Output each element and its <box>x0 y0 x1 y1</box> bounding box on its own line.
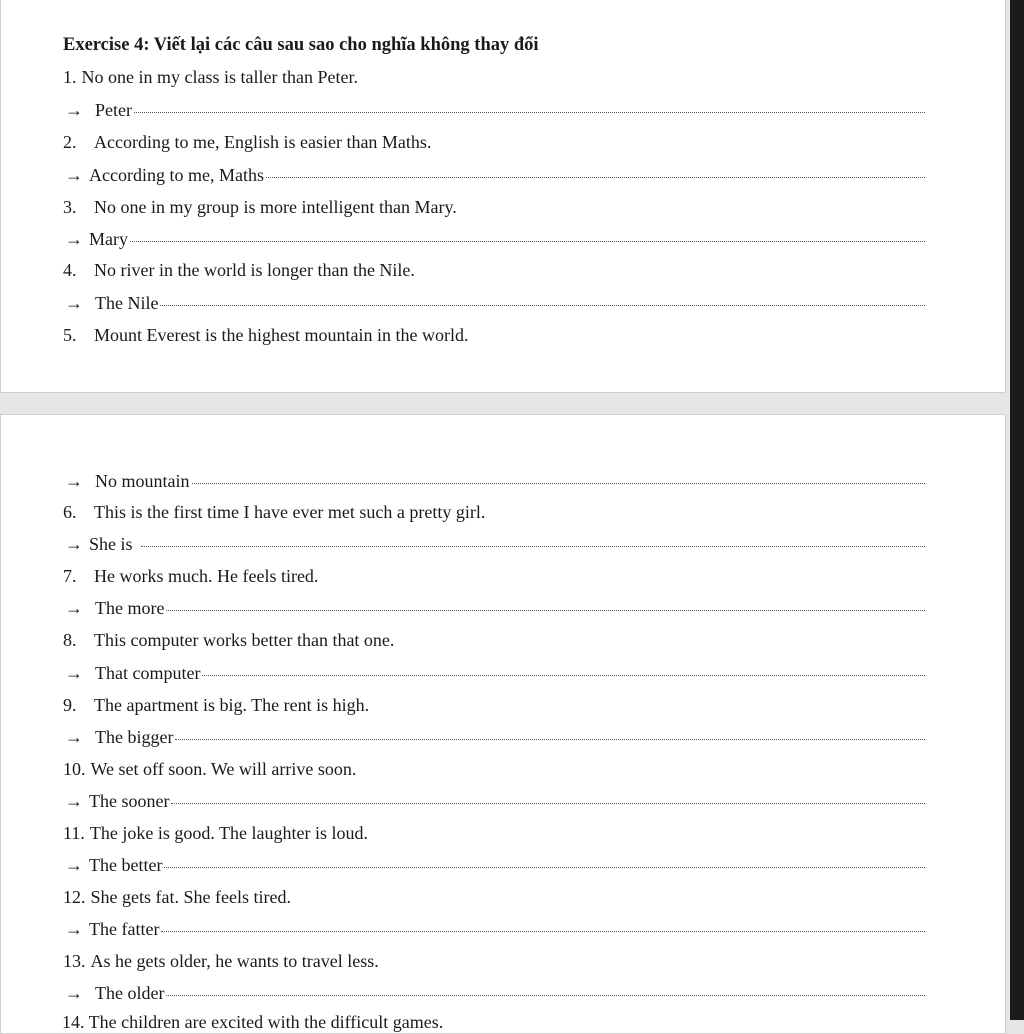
dotted-answer-line[interactable] <box>171 787 925 804</box>
question-text: He works much. He feels tired. <box>94 566 319 586</box>
answer-start: The fatter <box>89 919 160 939</box>
dotted-answer-line[interactable] <box>166 979 925 996</box>
dotted-answer-line[interactable] <box>266 161 925 178</box>
question-text: No river in the world is longer than the Nile. <box>94 260 415 280</box>
arrow-icon: → <box>65 100 83 120</box>
question-text: According to me, English is easier than Maths. <box>94 132 432 152</box>
answer-line-2[interactable] <box>63 164 925 186</box>
question-text: The joke is good. The laughter is loud. <box>89 823 368 843</box>
answer-start: Peter <box>95 100 132 120</box>
question-2 <box>63 131 925 153</box>
answer-start: No mountain <box>95 471 190 491</box>
arrow-icon: → <box>65 855 83 875</box>
dotted-answer-line[interactable] <box>141 530 925 547</box>
dotted-answer-line[interactable] <box>202 659 925 676</box>
question-number: 11. <box>63 823 85 843</box>
question-text: As he gets older, he wants to travel less. <box>90 951 379 971</box>
answer-line-11[interactable] <box>63 854 925 876</box>
question-number: 5. <box>63 325 77 345</box>
question-3 <box>63 196 925 218</box>
dotted-answer-line[interactable] <box>192 467 926 484</box>
question-number: 10. <box>63 759 86 779</box>
question-number: 1. <box>63 67 77 87</box>
question-text: The apartment is big. The rent is high. <box>94 695 370 715</box>
question-text: Mount Everest is the highest mountain in the world. <box>94 325 469 345</box>
arrow-icon: → <box>65 598 83 618</box>
question-7 <box>63 565 925 587</box>
answer-line-6[interactable] <box>63 533 925 555</box>
question-number: 7. <box>63 566 77 586</box>
question-text: No one in my class is taller than Peter. <box>81 67 358 87</box>
answer-start: The more <box>95 598 165 618</box>
dotted-answer-line[interactable] <box>166 594 925 611</box>
arrow-icon: → <box>65 165 83 185</box>
arrow-icon: → <box>65 983 83 1003</box>
cut-off-question-14: 14. The children are excited with the difficult games. <box>62 1012 444 1032</box>
question-4 <box>63 259 925 281</box>
question-number: 3. <box>63 197 77 217</box>
answer-start: The older <box>95 983 165 1003</box>
question-number: 2. <box>63 132 77 152</box>
question-text: She gets fat. She feels tired. <box>90 887 291 907</box>
arrow-icon: → <box>65 663 83 683</box>
question-number: 13. <box>63 951 86 971</box>
question-text: This is the first time I have ever met such a pretty girl. <box>94 502 486 522</box>
viewer-edge <box>1010 0 1024 1020</box>
question-12 <box>63 886 925 908</box>
answer-start: The better <box>89 855 163 875</box>
arrow-icon: → <box>65 534 83 554</box>
document-page-2 <box>0 414 1006 1034</box>
arrow-icon: → <box>65 919 83 939</box>
question-text: We set off soon. We will arrive soon. <box>90 759 357 779</box>
question-6 <box>63 501 925 523</box>
answer-start: According to me, Maths <box>89 165 264 185</box>
question-number: 9. <box>63 695 77 715</box>
dotted-answer-line[interactable] <box>175 723 925 740</box>
answer-start: She is <box>89 534 133 554</box>
answer-line-9[interactable] <box>63 726 925 748</box>
answer-start: The bigger <box>95 727 174 747</box>
arrow-icon: → <box>65 229 83 249</box>
dotted-answer-line[interactable] <box>134 96 925 113</box>
question-9 <box>63 694 925 716</box>
document-page-1 <box>0 0 1006 393</box>
answer-start: Mary <box>89 229 128 249</box>
answer-start: The Nile <box>95 293 159 313</box>
question-5 <box>63 324 925 346</box>
answer-start: The sooner <box>89 791 170 811</box>
arrow-icon: → <box>65 471 83 491</box>
answer-line-4[interactable] <box>63 292 925 314</box>
question-11 <box>63 822 925 844</box>
dotted-answer-line[interactable] <box>160 289 925 306</box>
arrow-icon: → <box>65 727 83 747</box>
answer-line-5[interactable] <box>63 470 925 492</box>
answer-start: That computer <box>95 663 201 683</box>
arrow-icon: → <box>65 293 83 313</box>
question-number: 12. <box>63 887 86 907</box>
question-8 <box>63 629 925 651</box>
question-10 <box>63 758 925 780</box>
dotted-answer-line[interactable] <box>164 851 925 868</box>
answer-line-12[interactable] <box>63 918 925 940</box>
answer-line-7[interactable] <box>63 597 925 619</box>
question-text: This computer works better than that one. <box>94 630 395 650</box>
question-1 <box>63 66 925 88</box>
answer-line-3[interactable] <box>63 228 925 250</box>
exercise-title: Exercise 4: Viết lại các câu sau sao cho nghĩa không thay đổi <box>63 35 539 55</box>
question-number: 8. <box>63 630 77 650</box>
answer-line-1[interactable] <box>63 99 925 121</box>
answer-line-13[interactable] <box>63 982 925 1004</box>
dotted-answer-line[interactable] <box>161 915 925 932</box>
answer-line-10[interactable] <box>63 790 925 812</box>
question-13 <box>63 950 925 972</box>
question-text: No one in my group is more intelligent than Mary. <box>94 197 457 217</box>
question-number: 4. <box>63 260 77 280</box>
arrow-icon: → <box>65 791 83 811</box>
question-number: 6. <box>63 502 77 522</box>
dotted-answer-line[interactable] <box>130 225 925 242</box>
answer-line-8[interactable] <box>63 662 925 684</box>
